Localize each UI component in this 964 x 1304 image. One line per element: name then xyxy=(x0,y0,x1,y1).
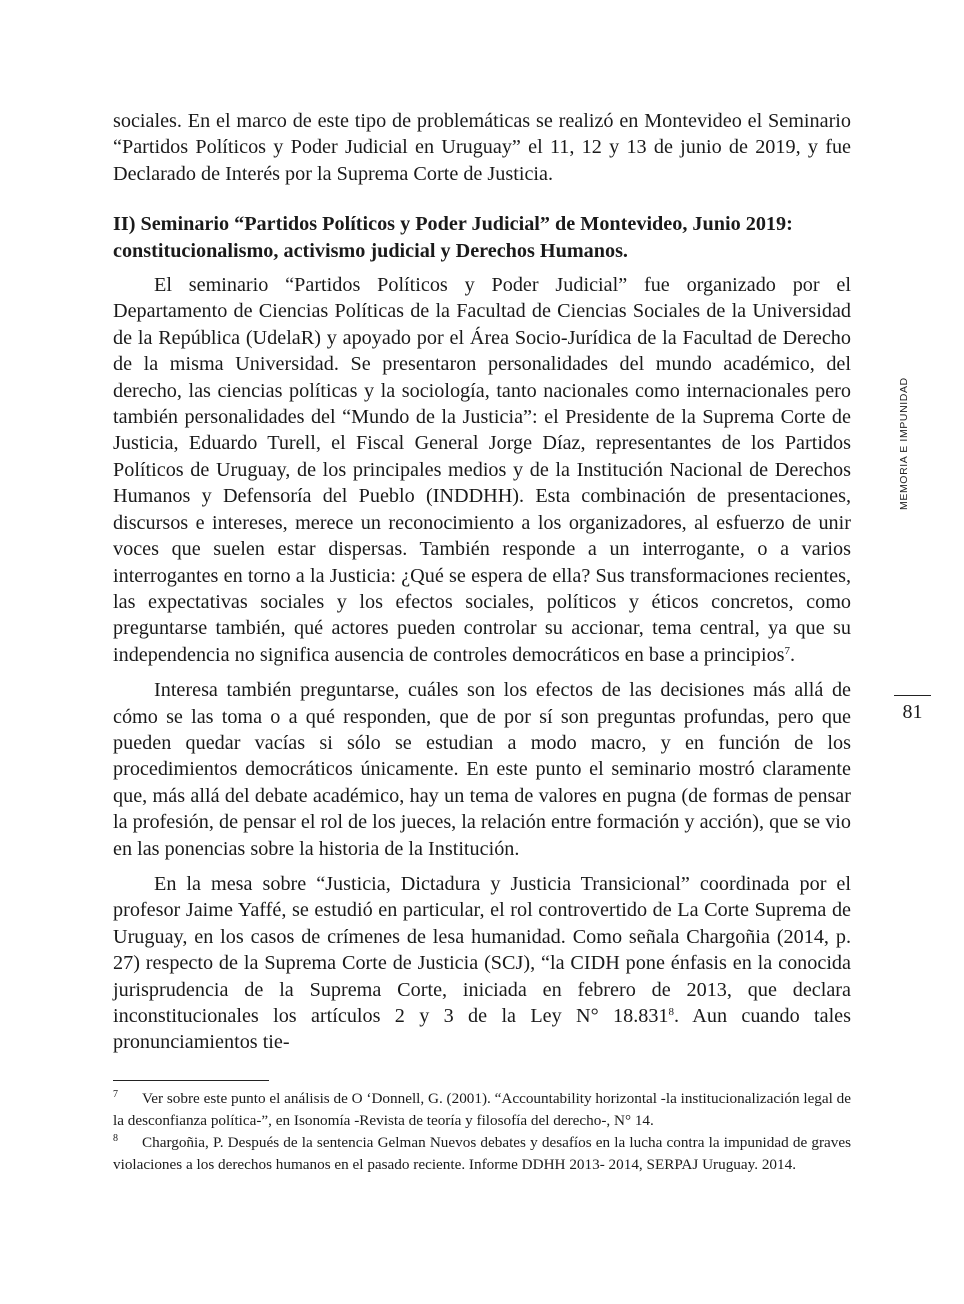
paragraph-mesa-text: En la mesa sobre “Justicia, Dictadura y Justicia Transicional” coordinada por el profesor Jaime Yaffé, se estudió en particular, el rol controvertido de La Corte Suprema de Uruguay, en los casos de crímenes de lesa humanidad. Como señala Chargoñia (2014, p. 27) respecto de la Suprema Corte de Justicia (SCJ), “la CIDH pone énfasis en la conocida jurisprudencia de la Suprema Corte, iniciada en febrero de 2013, que declara inconstitucionales los artículos 2 y 3 de la Ley N° 18.831 xyxy=(113,872,851,1027)
paragraph-intro: sociales. En el marco de este tipo de problemáticas se realizó en Montevideo el Seminario “Partidos Políticos y Poder Judicial en Uruguay” el 11, 12 y 13 de junio de 2019, y fue Declarado de Interés por la Suprema Corte de Justicia. xyxy=(113,110,851,185)
footnote-8: 8 Chargoñia, P. Después de la sentencia Gelman Nuevos debates y desafíos en la lucha contra la impunidad de graves violaciones a los derechos humanos en el pasado reciente. Informe DDHH 2013- 2014, SERPAJ Uruguay. 2014. xyxy=(113,1133,851,1173)
paragraph-seminar-text: El seminario “Partidos Políticos y Poder Judicial” fue organizado por el Departamento de Ciencias Políticas de la Facultad de Ciencias Sociales de la Universidad de la República (UdelaR) y apoyado por el Área Socio-Jurídica de la Facultad de Derecho de la misma Universidad. Se presentaron personalidades del mundo académico, del derecho, las ciencias políticas y la sociología, tanto nacionales como internacionales pero también personalidades del “Mundo de la Justicia”: el Presidente de la Suprema Corte de Justicia, Eduardo Turell, el Fiscal General Jorge Díaz, representantes de los Partidos Políticos de Uruguay, de los principales medios y de la Institución Nacional de Derechos Humanos y Defensoría del Pueblo (INDDHH). Esta combinación de presentaciones, discursos e intereses, merece un reconocimiento a los organizadores, al esfuerzo de unir voces que suelen estar dispersas. También responde a un interrogante, o a varios interrogantes en torno a la Justicia: ¿Qué se espera de ella? Sus transformaciones recientes, las expectativas sociales y los efectos sociales, políticos y éticos concretos, como preguntarse también, qué actores pueden controlar su accionar, tema central, ya que su independencia no significa ausencia de controles democráticos en base a principios xyxy=(113,274,851,666)
page-number: 81 xyxy=(902,701,923,723)
footnotes xyxy=(113,1088,851,1176)
paragraph-mesa-end: . Aun cuando tales pronunciamientos tie- xyxy=(113,1005,851,1054)
footnote-7-text: Ver sobre este punto el análisis de O ‘Donnell, G. (2001). “Accountability horizontal -la institucionalización legal de la desconfianza política-”, en Isonomía -Revista de teoría y filosofía del derecho-, N° 14. xyxy=(113,1090,851,1129)
footnote-ref-7[interactable]: 7 xyxy=(784,644,791,657)
footnote-separator xyxy=(113,1080,269,1081)
footnote-ref-8[interactable]: 8 xyxy=(668,1006,675,1018)
footnote-8-text: Chargoñia, P. Después de la sentencia Gelman Nuevos debates y desafíos en la lucha contra la impunidad de graves violaciones a los derechos humanos en el pasado reciente. Informe DDHH 2013- 2014, SERPAJ Uruguay. 2014. xyxy=(113,1134,851,1173)
section-heading-line2: constitucionalismo, activismo judicial y Derechos Humanos. xyxy=(113,239,628,262)
paragraph-seminar xyxy=(113,272,851,668)
body-text xyxy=(113,108,851,1056)
paragraph-mesa xyxy=(113,871,851,1056)
paragraph-effects: Interesa también preguntarse, cuáles son los efectos de las decisiones más allá de cómo se las toma o a qué responden, que de por sí son preguntas profundas, pero que pueden quedar vacías si sólo se estudian a modo macro, y en función de los procedimientos democráticos únicamente. En este punto el seminario mostró claramente que, más allá del debate académico, hay un tema de valores en pugna (de formas de pensar la profesión, de pensar el rol de los jueces, la relación entre formación y acción), que se vio en las ponencias sobre la historia de la Institución. xyxy=(113,679,851,860)
paragraph-seminar-end: . xyxy=(790,643,796,666)
running-section-title: MEMORIA E IMPUNIDAD xyxy=(898,377,910,510)
section-heading xyxy=(113,211,851,264)
footnote-7: 7 Ver sobre este punto el análisis de O ‘Donnell, G. (2001). “Accountability horizontal -la institucionalización legal de la desconfianza política-”, en Isonomía -Revista de teoría y filosofía del derecho-, N° 14. xyxy=(113,1089,851,1129)
page-number-rule xyxy=(894,695,931,696)
section-heading-line1: II) Seminario “Partidos Políticos y Poder Judicial” de Montevideo, Junio 2019: xyxy=(113,213,793,236)
